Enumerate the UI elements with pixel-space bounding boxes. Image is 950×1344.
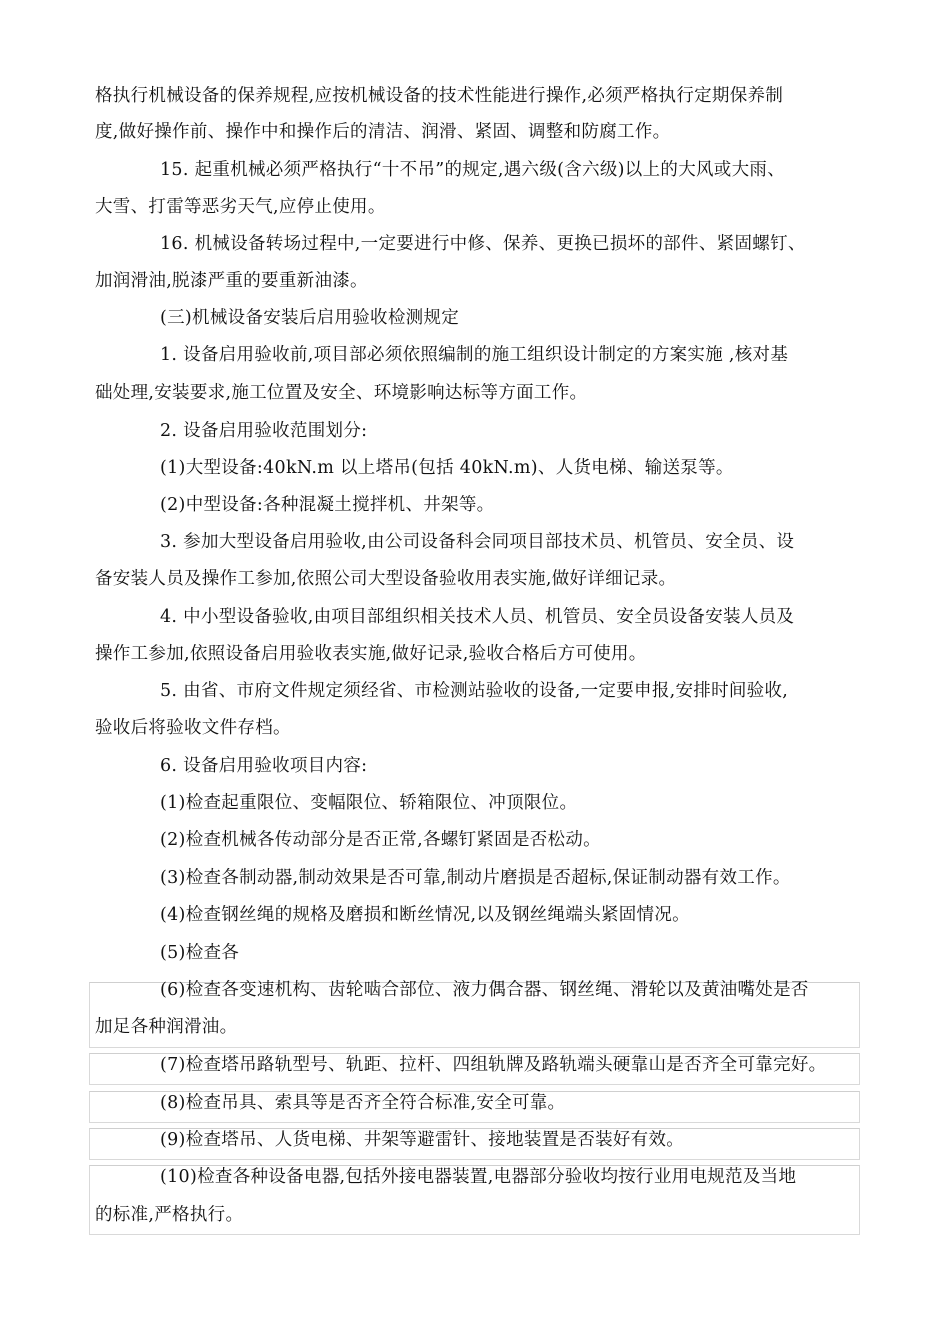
paragraph-line: (6)检查各变速机构、齿轮啮合部位、液力偶合器、钢丝绳、滑轮以及黄油嘴处是否 <box>160 980 809 1000</box>
paragraph-line: (2)检查机械各传动部分是否正常,各螺钉紧固是否松动。 <box>160 830 601 850</box>
paragraph-line: 备安装人员及操作工参加,依照公司大型设备验收用表实施,做好详细记录。 <box>95 569 677 589</box>
paragraph-line: 验收后将验收文件存档。 <box>95 718 291 738</box>
paragraph-line: 的标准,严格执行。 <box>95 1205 244 1225</box>
paragraph-line: (5)检查各 <box>160 943 240 963</box>
paragraph-line: 5. 由省、市府文件规定须经省、市检测站验收的设备,一定要申报,安排时间验收, <box>160 681 789 701</box>
paragraph-line: 4. 中小型设备验收,由项目部组织相关技术人员、机管员、安全员设备安装人员及 <box>160 607 795 627</box>
paragraph-line: 础处理,安装要求,施工位置及安全、环境影响达标等方面工作。 <box>95 383 588 403</box>
paragraph-line: (7)检查塔吊路轨型号、轨距、拉杆、四组轨牌及路轨端头硬靠山是否齐全可靠完好。 <box>160 1055 827 1075</box>
paragraph-line: (1)检查起重限位、变幅限位、轿箱限位、冲顶限位。 <box>160 793 578 813</box>
paragraph-line: 16. 机械设备转场过程中,一定要进行中修、保养、更换已损坏的部件、紧固螺钉、 <box>160 234 806 254</box>
paragraph-line: (3)检查各制动器,制动效果是否可靠,制动片磨损是否超标,保证制动器有效工作。 <box>160 868 791 888</box>
paragraph-line: 加润滑油,脱漆严重的要重新油漆。 <box>95 271 368 291</box>
paragraph-line: 6. 设备启用验收项目内容: <box>160 756 368 776</box>
paragraph-line: (4)检查钢丝绳的规格及磨损和断丝情况,以及钢丝绳端头紧固情况。 <box>160 905 690 925</box>
paragraph-line: (2)中型设备:各种混凝土搅拌机、井架等。 <box>160 495 495 515</box>
paragraph-line: 加足各种润滑油。 <box>95 1017 238 1037</box>
paragraph-line: 15. 起重机械必须严格执行“十不吊”的规定,遇六级(含六级)以上的大风或大雨、 <box>160 160 786 180</box>
paragraph-line: (9)检查塔吊、人货电梯、井架等避雷针、接地装置是否装好有效。 <box>160 1130 685 1150</box>
paragraph-line: 3. 参加大型设备启用验收,由公司设备科会同项目部技术员、机管员、安全员、设 <box>160 532 795 552</box>
paragraph-line: (1)大型设备:40kN.m 以上塔吊(包括 40kN.m)、人货电梯、输送泵等。 <box>160 458 734 478</box>
paragraph-line: (10)检查各种设备电器,包括外接电器装置,电器部分验收均按行业用电规范及当地 <box>160 1167 797 1187</box>
paragraph-line: 度,做好操作前、操作中和操作后的清洁、润滑、紧固、调整和防腐工作。 <box>95 122 671 142</box>
paragraph-line: 1. 设备启用验收前,项目部必须依照编制的施工组织设计制定的方案实施 ,核对基 <box>160 345 789 365</box>
section-heading: (三)机械设备安装后启用验收检测规定 <box>160 308 460 328</box>
paragraph-line: 2. 设备启用验收范围划分: <box>160 421 368 441</box>
paragraph-line: 格执行机械设备的保养规程,应按机械设备的技术性能进行操作,必须严格执行定期保养制 <box>95 86 784 106</box>
paragraph-line: 操作工参加,依照设备启用验收表实施,做好记录,验收合格后方可使用。 <box>95 644 647 664</box>
paragraph-line: 大雪、打雷等恶劣天气,应停止使用。 <box>95 197 386 217</box>
paragraph-line: (8)检查吊具、索具等是否齐全符合标准,安全可靠。 <box>160 1093 566 1113</box>
